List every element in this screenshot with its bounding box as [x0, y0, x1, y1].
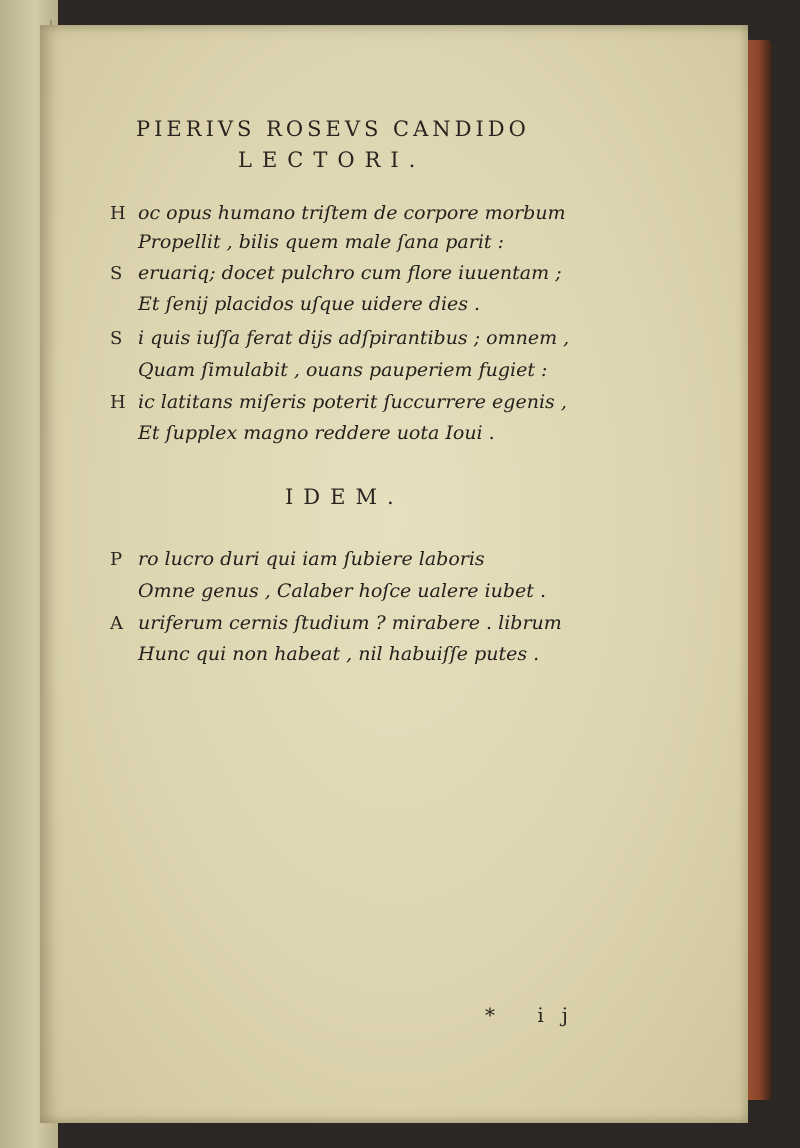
signature-mark: * ij [485, 1003, 586, 1027]
verse-line [110, 643, 539, 665]
verse-line [110, 612, 562, 634]
verse-initial: P [110, 549, 123, 570]
verse-initial: A [110, 613, 123, 634]
verse-initial: H [110, 392, 126, 413]
verse-line [110, 391, 567, 413]
book-page [40, 25, 748, 1123]
page-title: PIERIVS ROSEVS CANDIDO [136, 117, 530, 141]
verse-initial: S [110, 263, 123, 284]
verse-text: eruariq; docet pulchro cum flore iuuentam ; [138, 262, 562, 284]
verse-text: oc opus humano triſtem de corpore morbum [138, 202, 566, 224]
verse-line [110, 359, 547, 381]
verse-line [110, 262, 562, 284]
verse-text: ic latitans miſeris poterit ſuccurrere egenis , [138, 391, 567, 413]
verse-text: Omne genus , Calaber hoſce ualere iubet . [138, 580, 546, 602]
verse-text: Quam ſimulabit , ouans pauperiem fugiet : [138, 359, 548, 381]
verse-initial: H [110, 203, 126, 224]
verse-text: i quis iuſſa ferat dijs adſpirantibus ; omnem , [138, 327, 570, 349]
verse-text: ro lucro duri qui iam ſubiere laboris [138, 548, 485, 570]
verse-line [110, 327, 569, 349]
verse-text: Hunc qui non habeat , nil habuiſſe putes . [138, 643, 540, 665]
verse-line [110, 231, 504, 253]
verse-line [110, 422, 495, 444]
verse-line [110, 293, 480, 315]
page-subtitle: LECTORI. [238, 148, 426, 172]
verse-line [110, 202, 566, 224]
verse-text: Et ſupplex magno reddere uota Ioui . [138, 422, 495, 444]
verse-initial: S [110, 328, 123, 349]
section-heading-idem: IDEM. [285, 485, 404, 509]
verse-line [110, 580, 546, 602]
verse-text: Et ſenij placidos uſque uidere dies . [138, 293, 481, 315]
verse-line [110, 548, 485, 570]
verse-text: Propellit , bilis quem male ſana parit : [138, 231, 504, 253]
verse-text: uriferum cernis ſtudium ? mirabere . librum [138, 612, 562, 634]
